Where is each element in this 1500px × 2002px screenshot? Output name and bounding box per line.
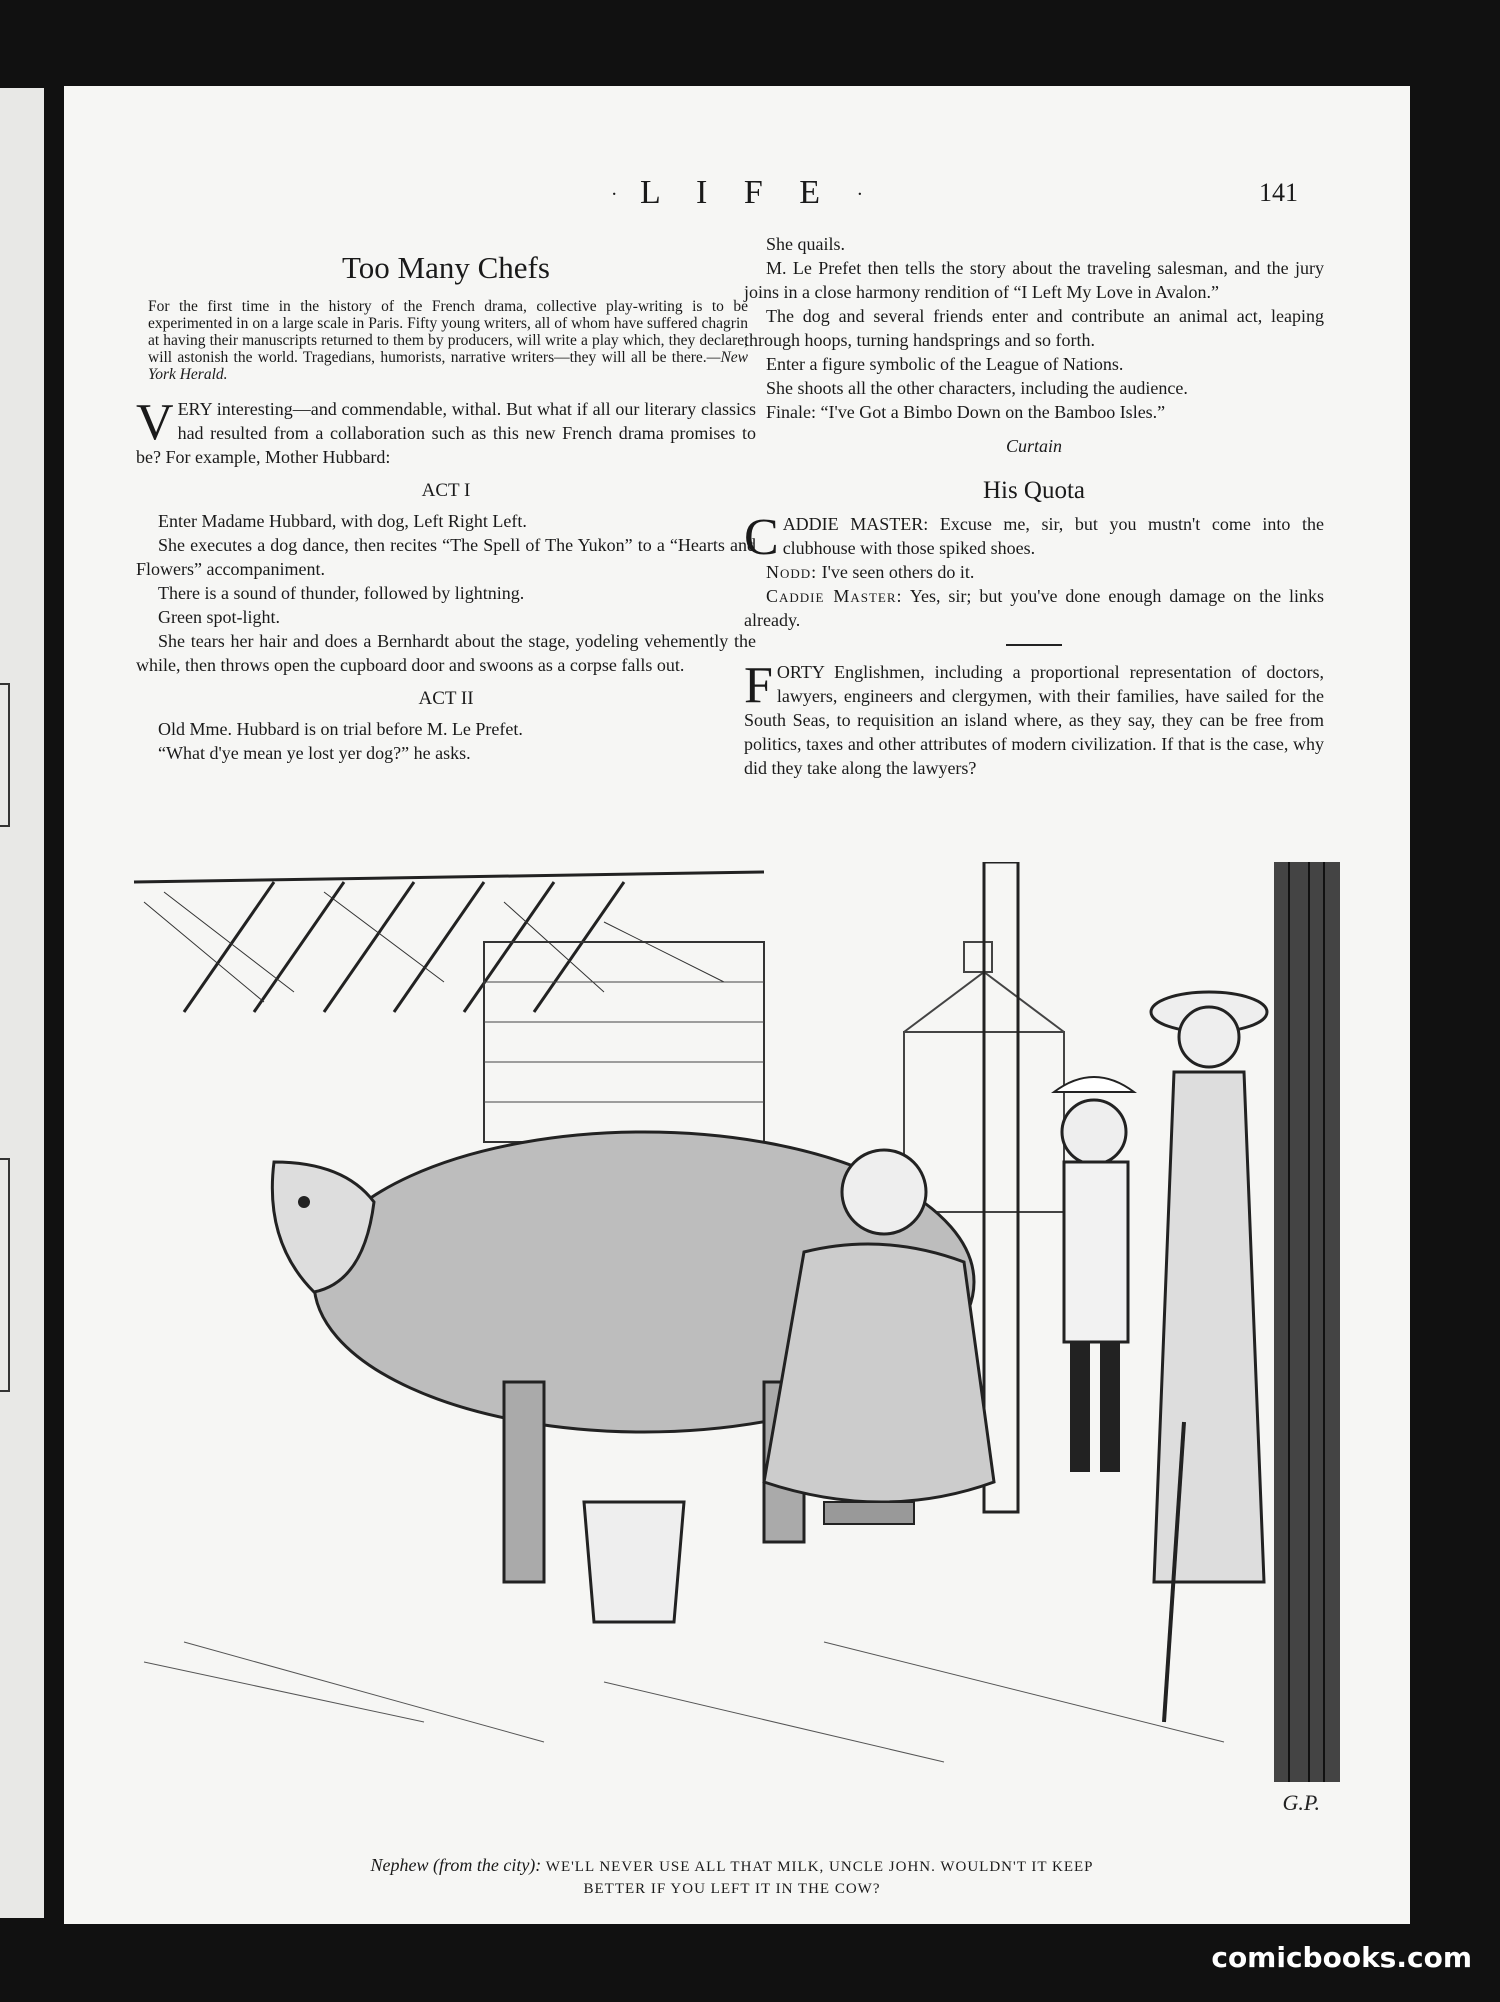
act-line: The dog and several friends enter and contribute an animal act, leaping through hoops, turning handsprings and so forth.: [744, 306, 1324, 350]
page-number: 141: [1259, 178, 1298, 207]
act-line: She shoots all the other characters, including the audience.: [766, 378, 1188, 398]
site-watermark: comicbooks.com: [1211, 1941, 1472, 1974]
article-intro: [148, 298, 748, 383]
section-divider: [1006, 644, 1062, 646]
adjacent-page-rule: [0, 1158, 10, 1392]
caption-speaker: Nephew (from the city):: [370, 1855, 542, 1875]
left-column: [136, 232, 756, 765]
intro-source: —New York Herald.: [148, 349, 748, 383]
act-line: There is a sound of thunder, followed by lightning.: [158, 583, 525, 603]
dialogue-line: [744, 584, 1324, 632]
artist-signature: G.P.: [1282, 1790, 1320, 1815]
masthead-dot: ·: [856, 183, 864, 206]
act-heading: ACT I: [421, 480, 471, 501]
act-heading: ACT II: [418, 688, 474, 709]
dialogue-text: I've seen others do it.: [821, 562, 975, 582]
adjacent-page-edge: [0, 88, 44, 1918]
act-line: “What d'ye mean ye lost yer dog?” he asks.: [158, 743, 471, 763]
article-title: Too Many Chefs: [342, 250, 550, 285]
barn-scene-drawing: [124, 862, 1340, 1826]
masthead-title: L I F E: [639, 174, 834, 211]
act-line: Old Mme. Hubbard is on trial before M. Le Prefet.: [158, 719, 523, 739]
act-line: Enter Madame Hubbard, with dog, Left Right Left.: [158, 511, 527, 531]
masthead: [64, 174, 1410, 212]
speaker: ADDIE MASTER:: [782, 514, 929, 534]
act-line: She tears her hair and does a Bernhardt about the stage, yodeling vehemently the while, then throws open the cupboard door and swoons as a corpse falls out.: [136, 631, 756, 675]
drop-cap: V: [136, 394, 174, 451]
magazine-page: [64, 86, 1410, 1924]
speaker: Caddie Master:: [766, 586, 903, 606]
right-column: [744, 232, 1324, 780]
lead-paragraph: [136, 394, 756, 469]
lead-text: ERY interesting—and commendable, withal. But what if all our literary classics had resulted from a collaboration such as this new French drama promises to be? For example, Mother Hubbard:: [136, 399, 756, 467]
act-line: Finale: “I've Got a Bimbo Down on the Bamboo Isles.”: [766, 402, 1166, 422]
milk-bucket: [584, 1502, 684, 1622]
act-line: Green spot-light.: [158, 607, 280, 627]
drop-cap: C: [744, 509, 779, 566]
dialogue-line: [744, 560, 1324, 584]
adjacent-page-rule: [0, 683, 10, 827]
caption-line: BETTER IF YOU LEFT IT IN THE COW?: [583, 1881, 881, 1897]
dialogue-text: Yes, sir; but you've done enough damage on the links already.: [744, 586, 1324, 630]
act-line: Enter a figure symbolic of the League of Nations.: [766, 354, 1124, 374]
drop-cap: F: [744, 657, 773, 714]
speaker: Nodd:: [766, 562, 818, 582]
dialogue-line: [744, 509, 1325, 566]
cartoon-illustration: [124, 862, 1340, 1826]
paragraph: [744, 657, 1324, 780]
act-line: M. Le Prefet then tells the story about the traveling salesman, and the jury joins in a close harmony rendition of “I Left My Love in Avalon.”: [744, 258, 1324, 302]
act-line: She quails.: [766, 234, 845, 254]
caption-line: WE'LL NEVER USE ALL THAT MILK, UNCLE JOHN. WOULDN'T IT KEEP: [545, 1859, 1094, 1875]
masthead-dot: ·: [610, 183, 618, 206]
article-title: His Quota: [982, 477, 1086, 504]
paragraph-text: ORTY Englishmen, including a proportional representation of doctors, lawyers, engineers and clergymen, with their families, have sailed for the South Seas, to requisition an island where, as they say, they can be free from politics, taxes and other attributes of modern civilization. If that is the case, why did they take along the lawyers?: [744, 662, 1324, 778]
intro-text: For the first time in the history of the French drama, collective play-writing is to be experimented in on a large scale in Paris. Fifty young writers, all of whom have suffered chagrin at having their manuscripts returned to them by producers, will write a play which, they declare, will astonish the world. Tragedians, humorists, narrative writers—they will all be there.: [148, 298, 748, 366]
cartoon-caption: [124, 1854, 1340, 1900]
dialogue-text: Excuse me, sir, but you mustn't come into the clubhouse with those spiked shoes.: [782, 514, 1325, 558]
curtain-label: Curtain: [1005, 436, 1062, 456]
act-line: She executes a dog dance, then recites “The Spell of The Yukon” to a “Hearts and Flowers” accompaniment.: [136, 535, 756, 579]
